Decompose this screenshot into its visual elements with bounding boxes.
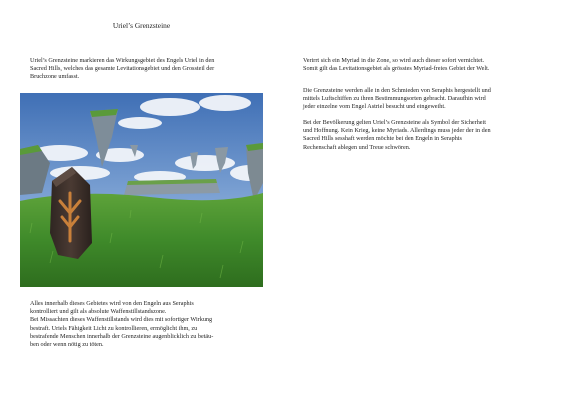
symbol-paragraph — [303, 119, 543, 152]
text-line: Rechenschaft ablegen und Treue schwören. — [303, 143, 411, 151]
text-line: bestrafende Menschen innerhalb der Grenzsteine augenblicklich zu betäu- — [30, 332, 214, 340]
text-line: kontrolliert und gilt als absolute Waffenstillstandszone. — [30, 308, 167, 316]
text-line: Bruchzone umfasst. — [30, 73, 80, 81]
text-line: Alles innerhalb dieses Gebietes wird von den Engeln aus Seraphis — [30, 300, 194, 307]
text-line: Verirrt sich ein Myriad in die Zone, so wird auch dieser sofort vernichtet. — [303, 57, 485, 64]
schmieden-paragraph — [303, 87, 543, 112]
text-line: bestraft. Uriels Fähigkeit Licht zu kontrollieren, ermöglicht ihm, zu — [30, 324, 198, 332]
text-line: mittels Luftschiffen zu ihren Bestimmungsorten gebracht. Daraufhin wird — [303, 95, 486, 103]
text-line: Somit gilt das Levitationsgebiet als grösstes Myriad-freies Gebiet der Welt. — [303, 65, 490, 73]
text-line: Sacred Hills sesshaft werden möchte bei den Engeln in Seraphis — [303, 135, 462, 143]
grenzstein-illustration — [20, 93, 263, 287]
page-title: Uriel’s Grenzsteine — [112, 21, 171, 30]
text-line: Sacred Hills, welches das gesamte Levitationsgebiet und den Grossteil der — [30, 65, 215, 73]
text-line: Bei der Bevölkerung gelten Uriel’s Grenzsteine als Symbol der Sicherheit — [303, 119, 486, 126]
text-line: jeder einzelne vom Engel Astriel besucht und eingeweiht. — [303, 103, 446, 111]
text-line: Uriel’s Grenzsteine markieren das Wirkungsgebiet des Engels Uriel in den — [30, 57, 215, 64]
intro-paragraph — [30, 57, 265, 82]
text-line: ben oder wenn nötig zu töten. — [30, 341, 104, 349]
text-line: und Hoffnung. Kein Krieg, keine Myriads. Allerdings muss jeder der in den — [303, 127, 491, 135]
waffenstillstand-paragraph — [30, 300, 265, 349]
text-line: Die Grenzsteine werden alle in den Schmieden von Seraphis hergestellt und — [303, 87, 491, 94]
myriad-paragraph — [303, 57, 543, 73]
text-line: Bei Missachten dieses Waffenstillstands wird dies mit sofortiger Wirkung — [30, 316, 213, 324]
